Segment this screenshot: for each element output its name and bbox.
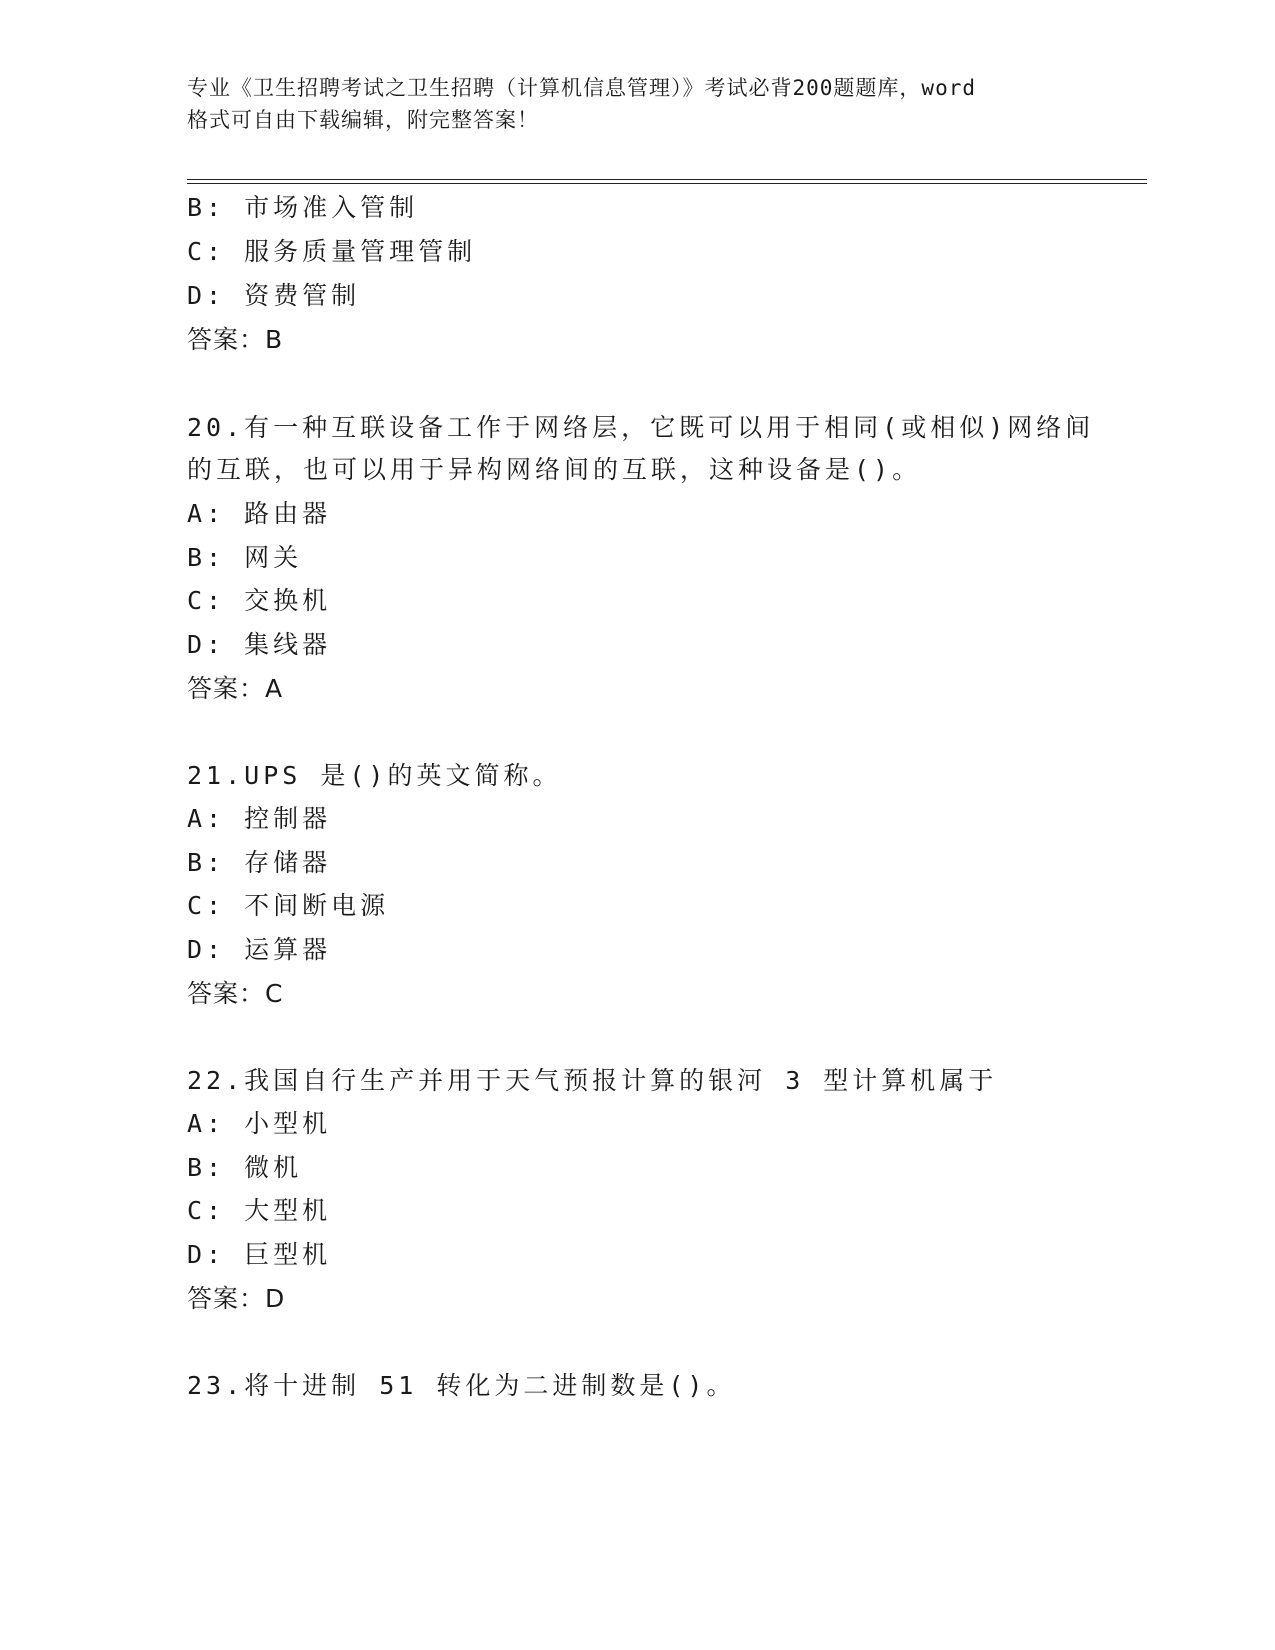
option-d: D: 运算器 (187, 935, 332, 964)
option-b: B: 存储器 (187, 848, 332, 877)
header-line-2: 格式可自由下载编辑，附完整答案！ (187, 108, 539, 132)
header-rule-top (187, 179, 1147, 180)
option-d: D: 集线器 (187, 630, 332, 659)
answer: 答案：B (187, 325, 284, 354)
question-stem: 21.UPS 是()的英文简称。 (187, 761, 562, 790)
answer: 答案：C (187, 979, 284, 1008)
question-stem: 20.有一种互联设备工作于网络层，它既可以用于相同(或相似)网络间 (187, 413, 1095, 442)
question-stem: 22.我国自行生产并用于天气预报计算的银河 3 型计算机属于 (187, 1066, 998, 1095)
answer: 答案：D (187, 1284, 286, 1313)
option-a: A: 控制器 (187, 804, 332, 833)
option-c: C: 服务质量管理管制 (187, 237, 477, 266)
header-line-1: 专业《卫生招聘考试之卫生招聘（计算机信息管理）》考试必背200题题库，word (187, 76, 976, 100)
option-b: B: 市场准入管制 (187, 193, 419, 222)
option-b: B: 网关 (187, 543, 303, 572)
answer: 答案：A (187, 674, 284, 703)
option-a: A: 路由器 (187, 499, 332, 528)
option-a: A: 小型机 (187, 1109, 332, 1138)
question-stem: 23.将十进制 51 转化为二进制数是()。 (187, 1371, 736, 1400)
option-d: D: 巨型机 (187, 1240, 332, 1269)
option-c: C: 不间断电源 (187, 891, 390, 920)
question-stem-continued: 的互联，也可以用于异构网络间的互联，这种设备是()。 (187, 455, 922, 484)
option-d: D: 资费管制 (187, 281, 361, 310)
header-rule-bottom (187, 183, 1147, 184)
document-header (187, 72, 1087, 136)
option-c: C: 大型机 (187, 1196, 332, 1225)
option-b: B: 微机 (187, 1153, 303, 1182)
option-c: C: 交换机 (187, 586, 332, 615)
